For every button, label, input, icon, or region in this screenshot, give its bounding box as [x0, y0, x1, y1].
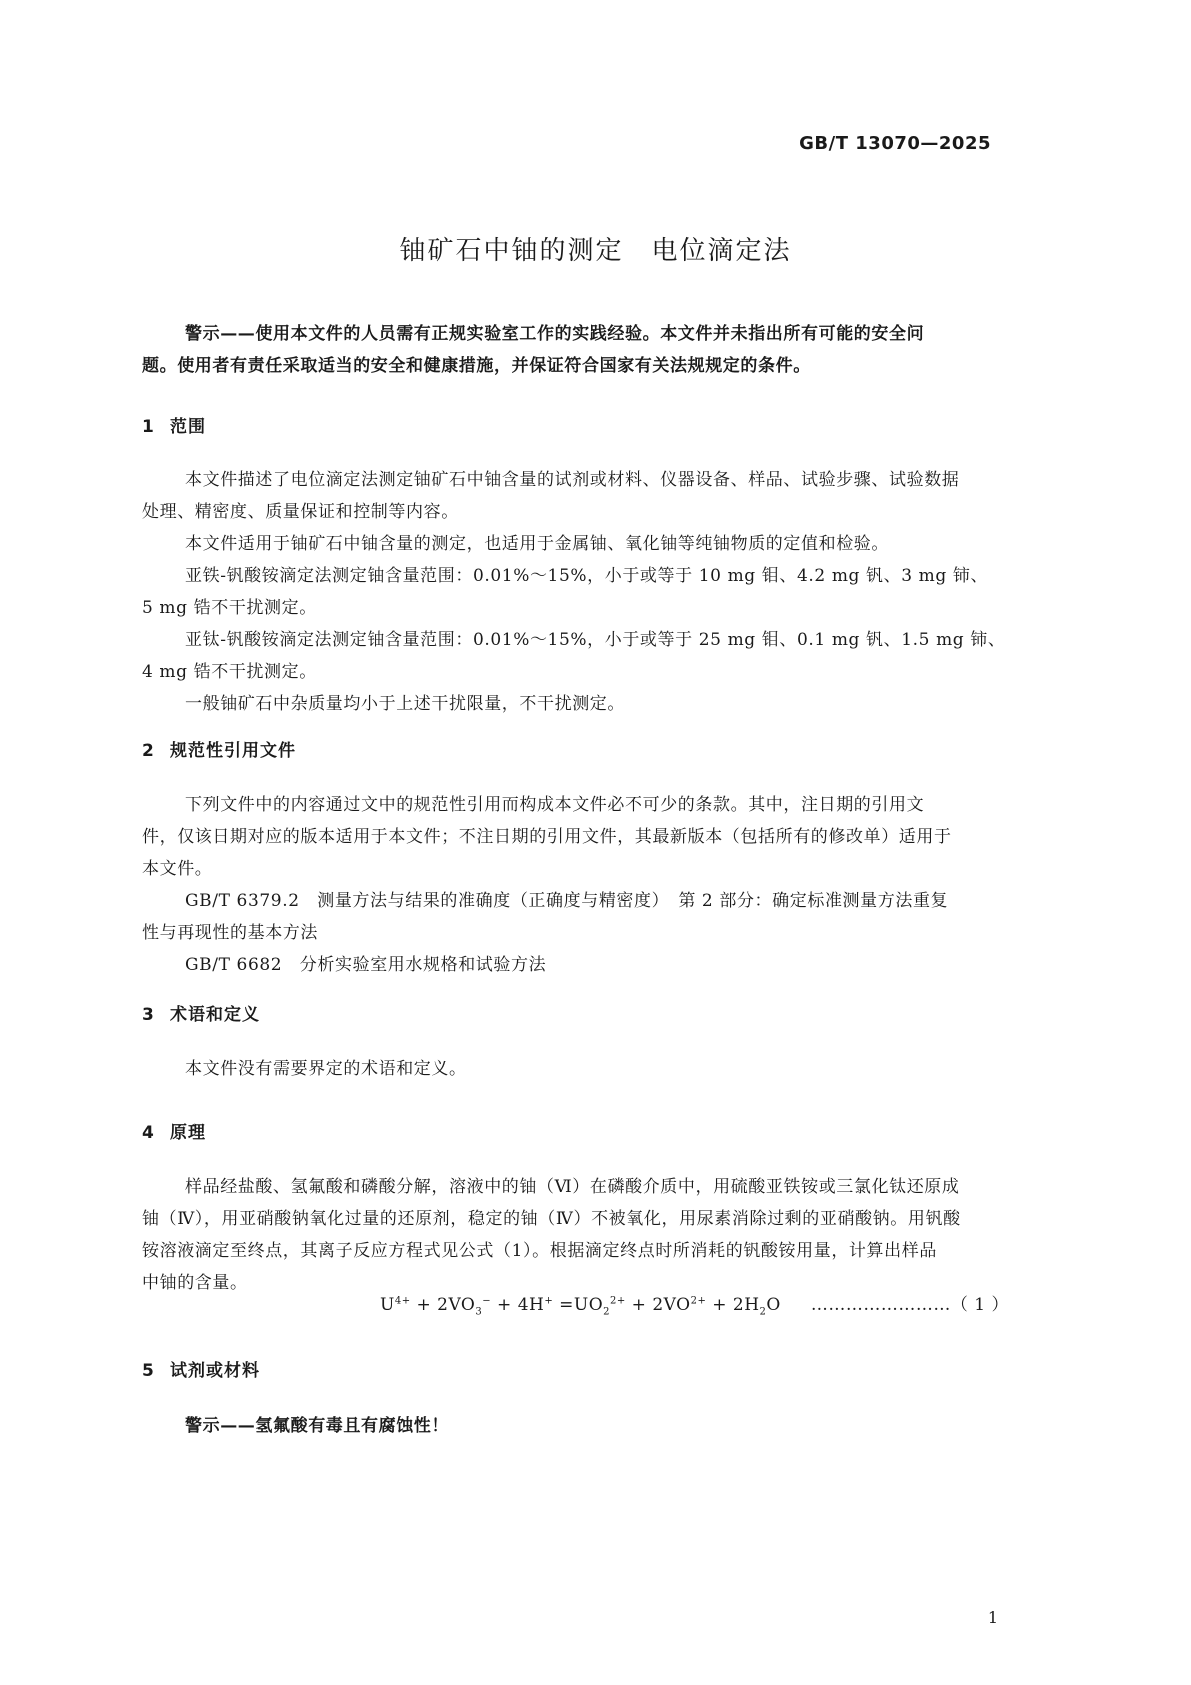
safety-warning: [142, 318, 1051, 382]
eq-part: + 2VO: [625, 1295, 691, 1315]
eq-part: O: [766, 1295, 781, 1315]
eq-charge: 2+: [610, 1295, 626, 1307]
eq-part: U: [380, 1295, 395, 1315]
eq-part: + 2H: [706, 1295, 760, 1315]
paragraph-line: 本文件描述了电位滴定法测定铀矿石中铀含量的试剂或材料、仪器设备、样品、试验步骤、试验数据: [185, 470, 960, 490]
paragraph-line: 下列文件中的内容通过文中的规范性引用而构成本文件必不可少的条款。其中，注日期的引用文: [185, 795, 925, 815]
reference-line: GB/T 6682 分析实验室用水规格和试验方法: [185, 955, 547, 975]
section-number: 5: [142, 1361, 155, 1381]
section-title: 范围: [170, 417, 206, 437]
paragraph-line: 本文件没有需要界定的术语和定义。: [185, 1059, 467, 1079]
section-3-body: [142, 1053, 1051, 1085]
section-number: 1: [142, 417, 155, 437]
standard-number: GB/T 13070—2025: [799, 133, 991, 154]
paragraph-line: 亚钛-钒酸铵滴定法测定铀含量范围：0.01%～15%，小于或等于 25 mg 钼、0.1 mg 钒、1.5 mg 铈、: [185, 630, 1006, 650]
paragraph-line: 中铀的含量。: [142, 1273, 248, 1293]
eq-part: + 2VO: [410, 1295, 476, 1315]
reaction-equation: [380, 1290, 1009, 1317]
section-title: 原理: [170, 1123, 206, 1143]
section-2-heading: [142, 736, 296, 761]
eq-subscript: 2: [603, 1306, 611, 1318]
eq-part: + 4H: [491, 1295, 545, 1315]
paragraph-line: 本文件。: [142, 859, 213, 879]
section-title: 规范性引用文件: [170, 741, 296, 761]
eq-charge: 4+: [394, 1295, 411, 1307]
section-number: 4: [142, 1123, 155, 1143]
section-4-heading: [142, 1118, 206, 1143]
reference-line: 性与再现性的基本方法: [142, 923, 318, 943]
section-number: 3: [142, 1005, 155, 1025]
paragraph-line: 铀（Ⅳ），用亚硝酸钠氧化过量的还原剂，稳定的铀（Ⅳ）不被氧化，用尿素消除过剩的亚硝酸钠。用钒酸: [142, 1209, 961, 1229]
section-1-heading: [142, 412, 206, 437]
section-4-body: [142, 1171, 1051, 1299]
paragraph-line: 处理、精密度、质量保证和控制等内容。: [142, 502, 459, 522]
warning-line-1: 警示——使用本文件的人员需有正规实验室工作的实践经验。本文件并未指出所有可能的安全问: [185, 324, 925, 344]
eq-charge: −: [482, 1295, 492, 1307]
eq-part: =UO: [553, 1295, 604, 1315]
section-title: 试剂或材料: [170, 1361, 260, 1381]
eq-subscript: 3: [475, 1306, 483, 1318]
section-1-body: [142, 464, 1051, 720]
paragraph-line: 样品经盐酸、氢氟酸和磷酸分解，溶液中的铀（Ⅵ）在磷酸介质中，用硫酸亚铁铵或三氯化钛还原成: [185, 1177, 960, 1197]
section-5-heading: [142, 1356, 260, 1381]
eq-charge: 2+: [690, 1295, 707, 1307]
paragraph-line: 件，仅该日期对应的版本适用于本文件；不注日期的引用文件，其最新版本（包括所有的修改单）适用于: [142, 827, 952, 847]
paragraph-line: 5 mg 锆不干扰测定。: [142, 598, 317, 618]
section-5-warning: [142, 1410, 1051, 1442]
section-number: 2: [142, 741, 155, 761]
page-number: 1: [987, 1608, 998, 1627]
paragraph-line: 本文件适用于铀矿石中铀含量的测定，也适用于金属铀、氧化铀等纯铀物质的定值和检验。: [185, 534, 889, 554]
section-3-heading: [142, 1000, 260, 1025]
eq-subscript: 2: [759, 1306, 767, 1318]
paragraph-line: 4 mg 锆不干扰测定。: [142, 662, 317, 682]
section-2-body: [142, 789, 1051, 981]
reference-line: GB/T 6379.2 测量方法与结果的准确度（正确度与精密度） 第 2 部分：确定标准测量方法重复: [185, 891, 949, 911]
paragraph-line: 亚铁-钒酸铵滴定法测定铀含量范围：0.01%～15%，小于或等于 10 mg 钼、4.2 mg 钒、3 mg 铈、: [185, 566, 989, 586]
equation-number: ……………………（ 1 ）: [810, 1295, 1009, 1315]
document-title: 铀矿石中铀的测定 电位滴定法: [399, 236, 792, 266]
warning-line: 警示——氢氟酸有毒且有腐蚀性！: [185, 1416, 449, 1436]
warning-line-2: 题。使用者有责任采取适当的安全和健康措施，并保证符合国家有关法规规定的条件。: [142, 356, 811, 376]
section-title: 术语和定义: [170, 1005, 260, 1025]
eq-charge: +: [544, 1295, 554, 1307]
paragraph-line: 一般铀矿石中杂质量均小于上述干扰限量，不干扰测定。: [185, 694, 625, 714]
paragraph-line: 铵溶液滴定至终点，其离子反应方程式见公式（1）。根据滴定终点时所消耗的钒酸铵用量，计算出样品: [142, 1241, 937, 1261]
